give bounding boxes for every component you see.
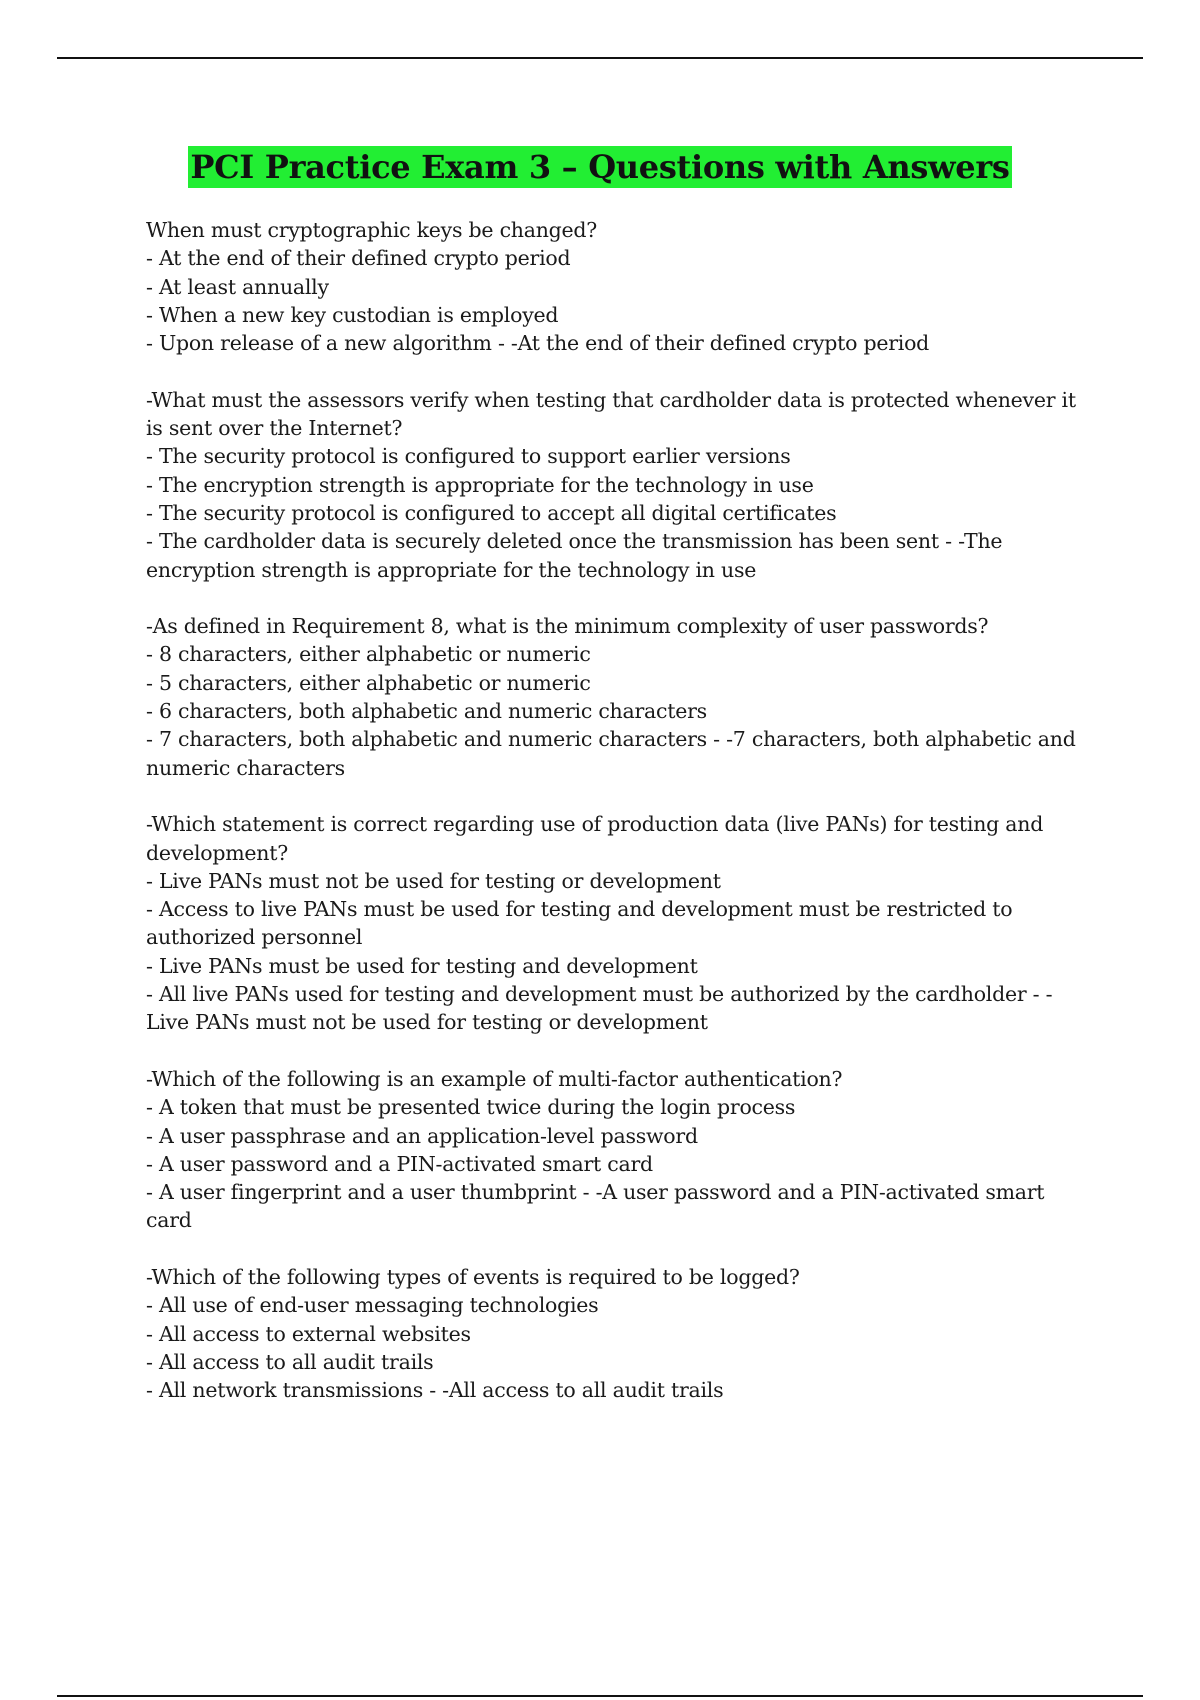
answer-option: - Live PANs must not be used for testing or development	[146, 868, 721, 893]
answer-option: - All access to external websites	[146, 1321, 471, 1346]
header-rule	[57, 57, 1143, 59]
answer-option: - When a new key custodian is employed	[146, 302, 559, 327]
answer-option: - A user passphrase and an application-level password	[146, 1123, 698, 1148]
answer-option: - At least annually	[146, 274, 329, 299]
questions-list	[146, 216, 1086, 1433]
answer-option-with-answer: - A user fingerprint and a user thumbprint - -A user password and a PIN-activated smart card	[146, 1180, 1045, 1233]
answer-option: - All access to all audit trails	[146, 1349, 434, 1374]
answer-option-with-answer: - The cardholder data is securely deleted once the transmission has been sent - -The encryption strength is appropriate for the technology in use	[146, 529, 1003, 582]
answer-option: - At the end of their defined crypto period	[146, 246, 571, 271]
answer-option-with-answer: - Upon release of a new algorithm - -At the end of their defined crypto period	[146, 331, 930, 356]
answer-option: - A user password and a PIN-activated smart card	[146, 1151, 653, 1176]
answer-option: - All use of end-user messaging technologies	[146, 1293, 599, 1318]
answer-option: - 6 characters, both alphabetic and numeric characters	[146, 699, 707, 724]
page-title: PCI Practice Exam 3 – Questions with Answers	[190, 148, 1010, 186]
answer-option-with-answer: - All network transmissions - -All access to all audit trails	[146, 1378, 724, 1403]
answer-option: - 8 characters, either alphabetic or numeric	[146, 642, 591, 667]
question-block	[146, 810, 1086, 1036]
question-text: -Which statement is correct regarding use of production data (live PANs) for testing and development?	[146, 812, 1044, 865]
question-block	[146, 216, 1086, 357]
answer-option: - 5 characters, either alphabetic or numeric	[146, 670, 591, 695]
answer-option: - Live PANs must be used for testing and development	[146, 953, 698, 978]
answer-option: - Access to live PANs must be used for testing and development must be restricted to authorized personnel	[146, 897, 1013, 950]
answer-option-with-answer: - All live PANs used for testing and development must be authorized by the cardholder - -Live PANs must not be used for testing or development	[146, 982, 1053, 1035]
footer-rule	[57, 1695, 1143, 1697]
title-block	[0, 146, 1200, 188]
question-text: -Which of the following types of events is required to be logged?	[146, 1264, 800, 1289]
answer-option: - A token that must be presented twice during the login process	[146, 1095, 796, 1120]
question-text: When must cryptographic keys be changed?	[146, 218, 598, 242]
question-block	[146, 1263, 1086, 1404]
question-block	[146, 612, 1086, 782]
question-text: -As defined in Requirement 8, what is the minimum complexity of user passwords?	[146, 614, 989, 639]
question-block	[146, 386, 1086, 584]
answer-option-with-answer: - 7 characters, both alphabetic and numeric characters - -7 characters, both alphabetic and numeric characters	[146, 727, 1076, 780]
question-text: -Which of the following is an example of multi-factor authentication?	[146, 1066, 843, 1091]
answer-option: - The security protocol is configured to support earlier versions	[146, 444, 791, 469]
answer-option: - The encryption strength is appropriate for the technology in use	[146, 472, 814, 497]
question-block	[146, 1065, 1086, 1235]
answer-option: - The security protocol is configured to accept all digital certificates	[146, 500, 837, 525]
question-text: -What must the assessors verify when testing that cardholder data is protected whenever it is sent over the Internet?	[146, 387, 1076, 441]
